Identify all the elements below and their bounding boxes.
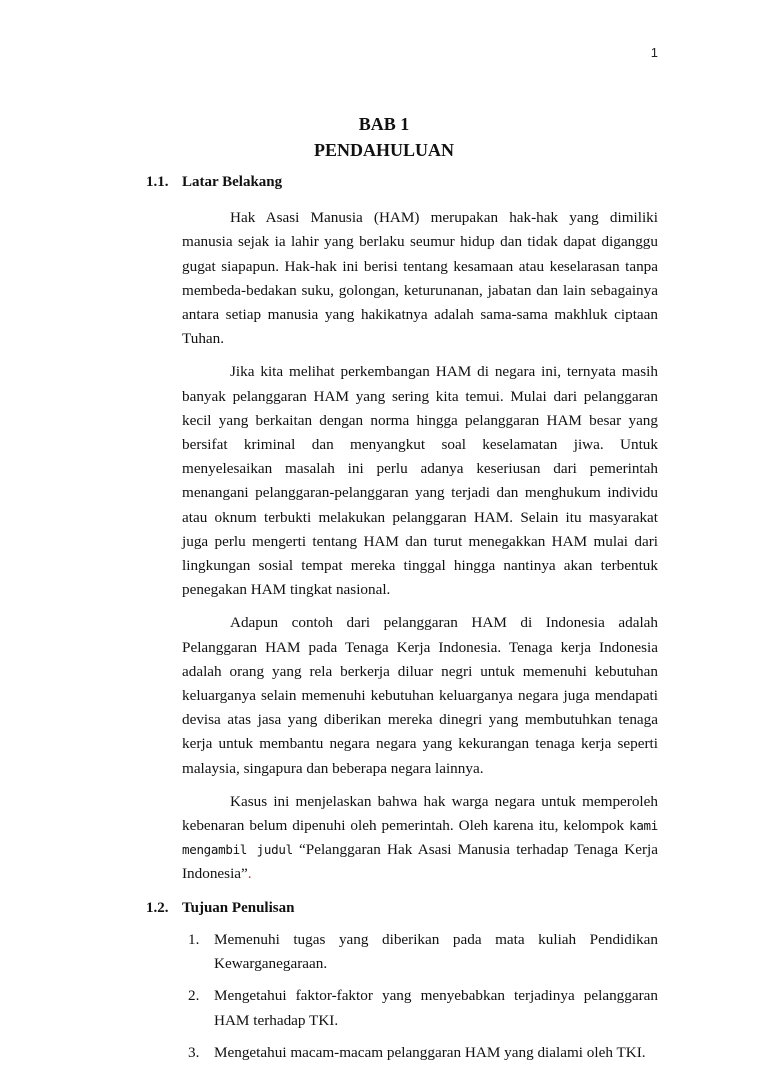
- paragraph-period: .: [247, 865, 252, 883]
- list-index: 2.: [188, 987, 200, 1005]
- chapter-heading: [0, 111, 768, 163]
- section-heading-tujuan-penulisan: [146, 896, 658, 920]
- paragraph-text: “Pelanggaran Hak Asasi Manusia terhadap Tenaga Kerja Indonesia”: [182, 841, 658, 883]
- list-text: Mengetahui faktor-faktor yang menyebabkan terjadinya pelanggaran HAM terhadap TKI.: [214, 987, 658, 1029]
- section-body-latar-belakang: [182, 206, 658, 886]
- list-item: [182, 984, 658, 1032]
- paragraph: Jika kita melihat perkembangan HAM di negara ini, ternyata masih banyak pelanggaran HAM yang sering kita temui. Mulai dari pelanggaran kecil yang berkaitan dengan norma hingga pelanggaran HAM besar yang bersifat kriminal dan menyangkut soal keselamatan jiwa. Untuk menyelesaikan masalah ini perlu adanya keseriusan dari pemerintah menangani pelanggaran-pelanggaran yang terjadi dan menghukum individu atau oknum terbukti melakukan pelanggaran HAM. Selain itu masyarakat juga perlu mengerti tentang HAM dan turut menegakkan HAM mulai dari lingkungan sosial tempat mereka tinggal hingga nantinya akan terbentuk penegakan HAM tingkat nasional.: [182, 363, 658, 599]
- goals-list: [182, 928, 658, 1065]
- list-index: 1.: [188, 930, 200, 948]
- chapter-label: BAB 1: [358, 114, 410, 134]
- list-text: Memenuhi tugas yang diberikan pada mata kuliah Pendidikan Kewarganegaraan.: [214, 930, 658, 973]
- paragraph: Hak Asasi Manusia (HAM) merupakan hak-hak yang dimiliki manusia sejak ia lahir yang berlaku seumur hidup dan tidak dapat diganggu gugat siapapun. Hak-hak ini berisi tentang kesamaan atau keselarasan tanpa membeda-bedakan suku, golongan, keturunanan, jabatan dan lain sebagainya antara setiap manusia yang hakikatnya adalah sama-sama makhluk ciptaan Tuhan.: [182, 209, 658, 348]
- section-heading-latar-belakang: [146, 170, 658, 194]
- chapter-title: PENDAHULUAN: [313, 140, 454, 160]
- list-text: Mengetahui macam-macam pelanggaran HAM yang dialami oleh TKI.: [214, 1043, 646, 1061]
- page-number: 1: [650, 45, 658, 60]
- section-title: Latar Belakang: [182, 174, 283, 190]
- section-title: Tujuan Penulisan: [182, 899, 295, 916]
- paragraph: Adapun contoh dari pelanggaran HAM di Indonesia adalah Pelanggaran HAM pada Tenaga Kerja Indonesia. Tenaga kerja Indonesia adalah orang yang rela berkerja diluar negri untuk memenuhi kebutuhan keluarganya selain memenuhi kebutuhan keluarganya negara juga mendapati devisa atas jasa yang diberikan mereka dinegri yang membutuhkan tenaga kerja untuk membantu negara negara yang kekurangan tenaga kerja seperti malaysia, singapura dan beberapa negara lainnya.: [182, 614, 658, 777]
- list-item: [182, 1041, 658, 1065]
- paragraph-text: Kasus ini menjelaskan bahwa hak warga negara untuk memperoleh kebenaran belum dipenuhi oleh pemerintah. Oleh karena itu, kelompok: [182, 792, 658, 835]
- section-body-tujuan-penulisan: [182, 928, 658, 1065]
- handwritten-style-text: kami mengambil judul: [182, 818, 658, 858]
- paragraph-last: [182, 790, 658, 887]
- section-number: 1.2.: [146, 899, 169, 916]
- list-index: 3.: [188, 1043, 200, 1061]
- document-body: [146, 166, 658, 1065]
- section-number: 1.1.: [146, 174, 169, 190]
- list-item: [182, 928, 658, 976]
